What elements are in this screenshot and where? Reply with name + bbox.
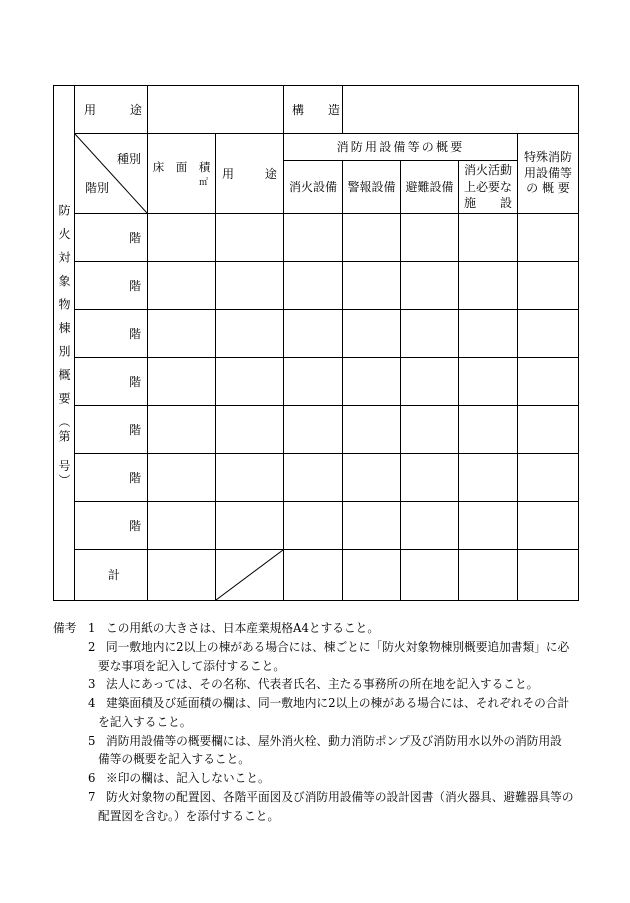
special-equipment-label-line: 用設備等 bbox=[523, 165, 572, 180]
firefighting-facility-cell bbox=[459, 214, 518, 262]
firefighting-facility-cell bbox=[459, 406, 518, 454]
total-special-equipment-cell bbox=[518, 550, 579, 601]
evacuation-cell bbox=[401, 262, 459, 310]
firefighting-facility-label-line: 施 設 bbox=[463, 196, 512, 211]
use-cell bbox=[216, 262, 284, 310]
extinguishing-label: 消火設備 bbox=[288, 180, 337, 194]
special-equipment-cell bbox=[518, 262, 579, 310]
note-number: 2 bbox=[88, 639, 96, 654]
firefighting-facility-header-cell bbox=[459, 161, 518, 214]
use-cell bbox=[216, 454, 284, 502]
floor-area-cell bbox=[148, 454, 216, 502]
floor-row bbox=[54, 214, 579, 262]
special-equipment-label-line: の 概 要 bbox=[526, 181, 570, 196]
side-title-number: （第 号） bbox=[57, 415, 71, 489]
note-continuation bbox=[53, 657, 613, 676]
firefighting-facility-cell bbox=[459, 310, 518, 358]
extinguishing-cell bbox=[284, 214, 343, 262]
floor-label-cell bbox=[75, 262, 148, 310]
floor-label-cell bbox=[75, 358, 148, 406]
special-equipment-cell bbox=[518, 310, 579, 358]
floor-suffix: 階 bbox=[128, 326, 141, 341]
note-item bbox=[53, 694, 613, 713]
floor-suffix: 階 bbox=[128, 374, 141, 389]
special-equipment-cell bbox=[518, 214, 579, 262]
note-number: 7 bbox=[88, 789, 96, 804]
alarm-cell bbox=[343, 358, 401, 406]
floor-suffix: 階 bbox=[128, 278, 141, 293]
use-cell bbox=[216, 502, 284, 550]
floor-area-label: 床 面 積 bbox=[152, 160, 211, 174]
note-number: 5 bbox=[88, 733, 96, 748]
firefighting-facility-label-line: 上必要な bbox=[463, 179, 512, 194]
side-title-cell bbox=[54, 86, 75, 601]
evacuation-cell bbox=[401, 502, 459, 550]
note-text: 消防用設備等の概要欄には、屋外消火栓、動力消防ポンプ及び消防用水以外の消防用設 bbox=[106, 733, 562, 748]
total-firefighting-facility-cell bbox=[459, 550, 518, 601]
note-continuation bbox=[53, 713, 613, 732]
note-text: 備等の概要を記入すること。 bbox=[98, 752, 250, 767]
note-continuation bbox=[53, 807, 613, 826]
floor-row bbox=[54, 406, 579, 454]
floor-suffix: 階 bbox=[128, 422, 141, 437]
use-label-cell bbox=[75, 86, 148, 134]
special-equipment-label-line: 特殊消防 bbox=[523, 150, 572, 165]
total-extinguishing-cell bbox=[284, 550, 343, 601]
floor-area-cell bbox=[148, 262, 216, 310]
extinguishing-cell bbox=[284, 262, 343, 310]
total-label: 計 bbox=[108, 568, 121, 582]
special-equipment-cell bbox=[518, 502, 579, 550]
extinguishing-header-cell bbox=[284, 161, 343, 214]
floor-area-cell bbox=[148, 406, 216, 454]
note-text: 配置図を含む。）を添付すること。 bbox=[98, 808, 280, 823]
summary-row bbox=[54, 86, 579, 134]
total-floor-area-cell bbox=[148, 550, 216, 601]
note-text: 法人にあっては、その名称、代表者氏名、主たる事務所の所在地を記入すること。 bbox=[106, 677, 539, 692]
evacuation-header-cell bbox=[401, 161, 459, 214]
structure-label: 構 造 bbox=[292, 102, 341, 117]
firefighting-facility-cell bbox=[459, 262, 518, 310]
extinguishing-cell bbox=[284, 358, 343, 406]
alarm-cell bbox=[343, 262, 401, 310]
type-floor-header-cell bbox=[75, 134, 148, 214]
evacuation-cell bbox=[401, 406, 459, 454]
header-diagonal-line bbox=[75, 134, 147, 213]
floor-label-cell bbox=[75, 310, 148, 358]
total-row bbox=[54, 550, 579, 601]
structure-value-cell bbox=[343, 86, 579, 134]
special-equipment-cell bbox=[518, 454, 579, 502]
floor-area-header-cell bbox=[148, 134, 216, 214]
note-text: を記入すること。 bbox=[98, 714, 192, 729]
floor-label-cell bbox=[75, 502, 148, 550]
extinguishing-cell bbox=[284, 406, 343, 454]
extinguishing-cell bbox=[284, 310, 343, 358]
floor-row bbox=[54, 502, 579, 550]
equipment-group-label: 消防用設備等の概要 bbox=[336, 140, 465, 154]
note-continuation bbox=[53, 750, 613, 769]
note-number: 1 bbox=[88, 621, 96, 635]
note-item bbox=[53, 732, 613, 751]
evacuation-label: 避難設備 bbox=[405, 180, 454, 194]
firefighting-facility-cell bbox=[459, 454, 518, 502]
floor-label-cell bbox=[75, 454, 148, 502]
note-text: 同一敷地内に2以上の棟がある場合には、棟ごとに「防火対象物棟別概要追加書類」に必 bbox=[106, 639, 570, 654]
note-text: 要な事項を記入して添付すること。 bbox=[98, 658, 286, 673]
extinguishing-cell bbox=[284, 502, 343, 550]
side-title-main: 防火対象物棟別概要 bbox=[57, 204, 71, 416]
evacuation-cell bbox=[401, 358, 459, 406]
use-header-cell bbox=[216, 134, 284, 214]
alarm-label: 警報設備 bbox=[347, 180, 396, 194]
header-row-top bbox=[54, 134, 579, 161]
firefighting-facility-cell bbox=[459, 502, 518, 550]
evacuation-cell bbox=[401, 310, 459, 358]
alarm-header-cell bbox=[343, 161, 401, 214]
floor-label-cell bbox=[75, 406, 148, 454]
notes-heading: 備考 bbox=[53, 621, 77, 635]
floor-row bbox=[54, 262, 579, 310]
floor-area-cell bbox=[148, 358, 216, 406]
use-cell bbox=[216, 358, 284, 406]
note-text: この用紙の大きさは、日本産業規格A4とすること。 bbox=[106, 621, 380, 635]
special-equipment-cell bbox=[518, 358, 579, 406]
side-title bbox=[58, 204, 70, 489]
total-evacuation-cell bbox=[401, 550, 459, 601]
alarm-cell bbox=[343, 502, 401, 550]
note-item bbox=[53, 675, 613, 694]
floor-label-cell bbox=[75, 214, 148, 262]
use-label: 用 途 bbox=[84, 102, 146, 117]
note-item bbox=[53, 638, 613, 657]
note-number: 3 bbox=[88, 677, 96, 692]
extinguishing-cell bbox=[284, 454, 343, 502]
total-alarm-cell bbox=[343, 550, 401, 601]
evacuation-cell bbox=[401, 454, 459, 502]
floor-area-cell bbox=[148, 502, 216, 550]
special-equipment-header-cell bbox=[518, 134, 579, 214]
floor-suffix: 階 bbox=[128, 230, 141, 245]
alarm-cell bbox=[343, 310, 401, 358]
total-label-cell bbox=[75, 550, 148, 601]
equipment-group-header-cell bbox=[284, 134, 518, 161]
note-item bbox=[53, 619, 613, 638]
floor-row bbox=[54, 310, 579, 358]
total-use-cell bbox=[216, 550, 284, 601]
floor-suffix: 階 bbox=[128, 470, 141, 485]
use-header-label: 用 途 bbox=[222, 166, 280, 181]
firefighting-facility-cell bbox=[459, 358, 518, 406]
type-label: 種別 bbox=[116, 152, 141, 166]
structure-label-cell bbox=[284, 86, 343, 134]
note-text: 防火対象物の配置図、各階平面図及び消防用設備等の設計図書（消火器具、避難器具等の bbox=[106, 789, 574, 804]
use-cell bbox=[216, 214, 284, 262]
alarm-cell bbox=[343, 214, 401, 262]
notes-section bbox=[53, 619, 613, 825]
note-text: ※印の欄は、記入しないこと。 bbox=[106, 771, 270, 785]
type-floor-header bbox=[75, 134, 147, 213]
floor-area-cell bbox=[148, 310, 216, 358]
floor-area-cell bbox=[148, 214, 216, 262]
floor-row bbox=[54, 454, 579, 502]
floor-row bbox=[54, 358, 579, 406]
note-number: 6 bbox=[88, 771, 96, 785]
building-summary-table bbox=[53, 85, 579, 601]
firefighting-facility-label-line: 消火活動 bbox=[463, 163, 512, 178]
evacuation-cell bbox=[401, 214, 459, 262]
floor-area-unit: ㎡ bbox=[198, 178, 208, 188]
floor-area-header bbox=[148, 134, 215, 213]
use-cell bbox=[216, 310, 284, 358]
total-diagonal-line bbox=[216, 550, 283, 600]
alarm-cell bbox=[343, 406, 401, 454]
use-cell bbox=[216, 406, 284, 454]
special-equipment-cell bbox=[518, 406, 579, 454]
note-number: 4 bbox=[88, 696, 96, 710]
note-item bbox=[53, 788, 613, 807]
note-item bbox=[53, 769, 613, 788]
floor-suffix: 階 bbox=[128, 518, 141, 533]
note-text: 建築面積及び延面積の欄は、同一敷地内に2以上の棟がある場合には、それぞれその合計 bbox=[106, 696, 570, 710]
floor-label: 階別 bbox=[85, 181, 110, 195]
alarm-cell bbox=[343, 454, 401, 502]
use-value-cell bbox=[148, 86, 284, 134]
